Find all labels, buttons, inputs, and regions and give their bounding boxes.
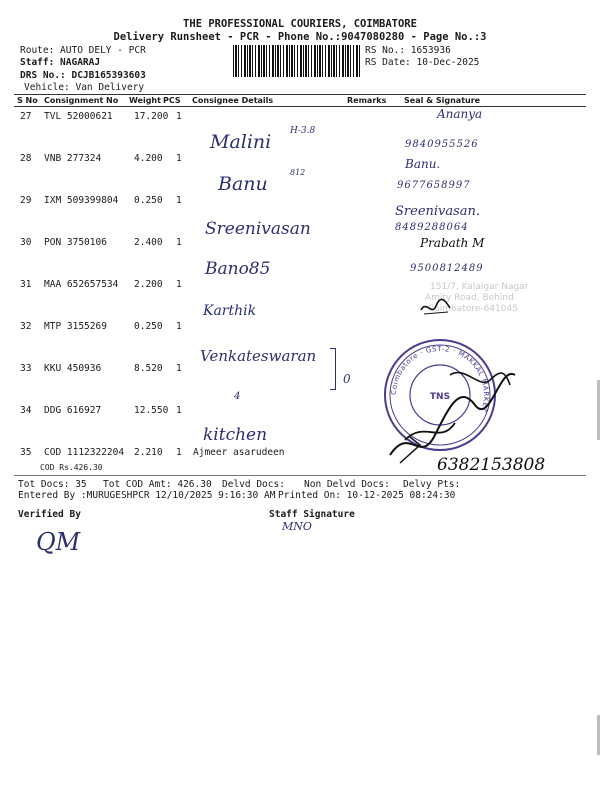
row-pcs: 1 — [176, 447, 182, 458]
handwritten-note: H-3.8 — [290, 126, 316, 136]
bleed-text: Coimbatore-641045 — [428, 304, 518, 314]
remark-bracket — [330, 348, 336, 390]
row-weight: 2.400 — [134, 237, 163, 248]
row-sno: 28 — [20, 153, 32, 164]
company-name: THE PROFESSIONAL COURIERS, COIMBATORE — [183, 18, 417, 30]
row-pcs: 1 — [176, 237, 182, 248]
seal-phone: 9677658997 — [397, 180, 471, 191]
row-pcs: 1 — [176, 405, 182, 416]
row-pcs: 1 — [176, 153, 182, 164]
col-remarks: Remarks — [347, 96, 387, 105]
scribble-signature — [418, 296, 454, 318]
handwritten-consignee: Bano85 — [205, 259, 271, 279]
handwritten-consignee: Karthik — [203, 303, 257, 319]
handwritten-note: 812 — [290, 168, 306, 177]
row-consignment: VNB 277324 — [44, 153, 102, 164]
bleed-text: 151/7, Kalaigar Nagar — [430, 282, 529, 292]
row-weight: 17.200 — [134, 111, 169, 122]
verified-signature: QM — [36, 528, 81, 556]
row-weight: 8.520 — [134, 363, 163, 374]
row-pcs: 1 — [176, 363, 182, 374]
col-weight: Weight — [129, 96, 161, 105]
rs-number: RS No.: 1653936 — [365, 45, 451, 56]
handwritten-mark: 4 — [234, 391, 241, 402]
printed-on: Printed On: 10-12-2025 08:24:30 — [278, 490, 456, 501]
seal-phone: 9500812489 — [410, 263, 484, 274]
row-consignment: KKU 450936 — [44, 363, 102, 374]
handwritten-consignee: Venkateswaran — [200, 347, 317, 365]
staff-signature-label: Staff Signature — [269, 509, 355, 520]
row-pcs: 1 — [176, 321, 182, 332]
header-rule-bottom — [14, 106, 586, 107]
row-consignment: MAA 652657534 — [44, 279, 119, 290]
row-consignment: IXM 509399804 — [44, 195, 119, 206]
row-consignment: PON 3750106 — [44, 237, 107, 248]
seal-ring-text: Coimbatore · GST-2 · MAKKAL MARKET — [389, 344, 491, 414]
bleed-text: Amity Road, Behind — [425, 293, 514, 303]
row-weight: 2.200 — [134, 279, 163, 290]
seal-center-text: TNS — [429, 392, 451, 402]
row-sno: 29 — [20, 195, 32, 206]
runsheet-subtitle: Delivery Runsheet - PCR - Phone No.:9047080280 - Page No.:3 — [113, 31, 487, 43]
row-weight: 4.200 — [134, 153, 163, 164]
row-weight: 0.250 — [134, 321, 163, 332]
vehicle: Vehicle: Van Delivery — [24, 82, 145, 93]
verified-by-label: Verified By — [18, 509, 81, 520]
seal-phone: 6382153808 — [437, 455, 546, 475]
handwritten-consignee: kitchen — [203, 425, 268, 445]
row-weight: 12.550 — [134, 405, 169, 416]
seal-name: Prabath M — [420, 236, 485, 250]
row-consignment: MTP 3155269 — [44, 321, 107, 332]
non-delvd-docs: Non Delvd Docs: — [304, 479, 390, 490]
handwritten-consignee: Malini — [210, 131, 272, 153]
row-weight: 2.210 — [134, 447, 163, 458]
handwritten-consignee: Sreenivasan — [205, 219, 311, 239]
barcode — [233, 45, 361, 77]
staff-name: Staff: NAGARAJ — [20, 57, 101, 68]
row-sno: 35 — [20, 447, 32, 458]
col-consignee: Consignee Details — [192, 96, 274, 105]
tot-cod: Tot COD Amt: 426.30 — [103, 479, 212, 490]
tot-docs: Tot Docs: 35 — [18, 479, 87, 490]
row-sno: 34 — [20, 405, 32, 416]
row-consignment: DDG 616927 — [44, 405, 102, 416]
cod-note: COD Rs.426.30 — [40, 463, 103, 472]
totals-rule — [14, 475, 586, 476]
seal-phone: 8489288064 — [395, 222, 469, 233]
seal-name: Sreenivasan. — [395, 204, 481, 219]
row-pcs: 1 — [176, 279, 182, 290]
route: Route: AUTO DELY - PCR — [20, 45, 146, 56]
seal-name: Ananya — [437, 107, 483, 121]
seal-name: Banu. — [405, 157, 441, 171]
row-pcs: 1 — [176, 195, 182, 206]
row-consignment: TVL 52000621 — [44, 111, 113, 122]
row-sno: 27 — [20, 111, 32, 122]
delvy-pts: Delvy Pts: — [403, 479, 461, 490]
row-sno: 33 — [20, 363, 32, 374]
staff-signature-mark: MNO — [282, 520, 312, 533]
col-seal: Seal & Signature — [404, 96, 481, 105]
row-weight: 0.250 — [134, 195, 163, 206]
remark-mark: 0 — [343, 372, 351, 386]
row-sno: 30 — [20, 237, 32, 248]
row-consignment: COD 1112322204 — [44, 447, 125, 458]
col-sno: S No — [17, 96, 38, 105]
seal-phone: 9840955526 — [405, 139, 479, 150]
col-consignment: Consignment No — [44, 96, 119, 105]
col-pcs: PCS — [163, 96, 181, 105]
delvd-docs: Delvd Docs: — [222, 479, 285, 490]
rs-date: RS Date: 10-Dec-2025 — [365, 57, 480, 68]
drs-number: DRS No.: DCJB165393603 — [20, 70, 146, 81]
entered-by: Entered By :MURUGESHPCR 12/10/2025 9:16:30 AM — [18, 490, 276, 501]
row-sno: 32 — [20, 321, 32, 332]
row-pcs: 1 — [176, 111, 182, 122]
row-sno: 31 — [20, 279, 32, 290]
header-rule-top — [14, 94, 586, 95]
handwritten-consignee: Banu — [218, 173, 268, 195]
row-consignee: Ajmeer asarudeen — [193, 447, 285, 458]
